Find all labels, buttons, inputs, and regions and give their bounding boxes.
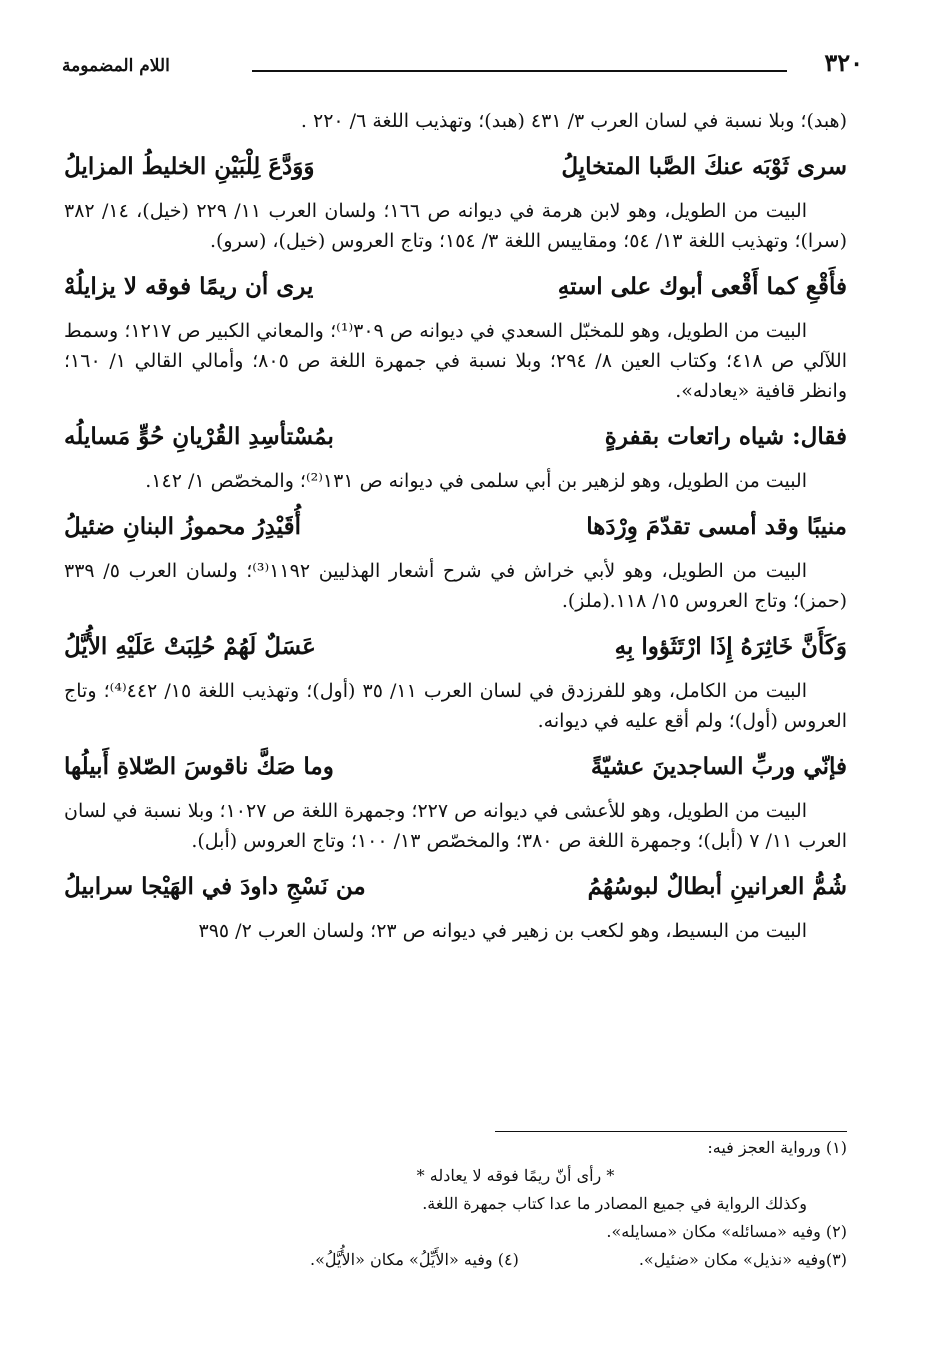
page-number: ٣٢٠ xyxy=(824,48,863,77)
footnote-1-note: وكذلك الرواية في جميع المصادر ما عدا كتاب جمهرة اللغة. xyxy=(422,1194,807,1213)
paragraph: البيت من الطويل، وهو لأبي خراش في شرح أشعار الهذليين ١١٩٢⁽³⁾؛ ولسان العرب ٥/ ٣٣٩ (حمز)؛ وتاج العروس ١٥/ ١١٨.(ملز). xyxy=(64,560,847,612)
footnote-3: (٣)وفيه «نذيل» مكان «ضئيل». xyxy=(638,1250,847,1269)
verse-first-hemistich: فإنّي وربِّ الساجدينَ عشيّةً xyxy=(590,752,847,780)
verse-line xyxy=(64,498,847,554)
verse-line xyxy=(64,738,847,794)
verse-line xyxy=(64,858,847,914)
verse-line xyxy=(64,138,847,194)
paragraph: البيت من البسيط، وهو لكعب بن زهير في ديوانه ص ٢٣؛ ولسان العرب ٢/ ٣٩٥ xyxy=(198,920,807,942)
verse-second-hemistich: من نَسْجِ داودَ في الهَيْجا سرابيلُ xyxy=(64,872,366,900)
paragraph: البيت من الطويل، وهو للمخبّل السعدي في ديوانه ص ٣٠٩⁽¹⁾؛ والمعاني الكبير ص ١٢١٧؛ وسمط اللآلي ص ٤١٨؛ وكتاب العين ٨/ ٢٩٤؛ وبلا نسبة في جمهرة اللغة ص ٨٠٥؛ وأمالي القالي ١/ ١٦٠؛ وانظر قافية «يعادله». xyxy=(64,320,847,402)
verse-line xyxy=(64,258,847,314)
verse-second-hemistich: يرى أن ريمًا فوقه لا يزايلُهْ xyxy=(64,272,314,300)
verse-second-hemistich: وما صَكَّ ناقوسَ الصّلاةِ أَبيلُها xyxy=(64,752,334,780)
footnote-2: (٢) وفيه «مسائله» مكان «مسايله». xyxy=(606,1222,847,1241)
paragraph: البيت من الكامل، وهو للفرزدق في لسان العرب ١١/ ٣٥ (أول)؛ وتهذيب اللغة ١٥/ ٤٤٢⁽⁴⁾؛ وتاج العروس (أول)؛ ولم أقع عليه في ديوانه. xyxy=(64,680,847,732)
verse-first-hemistich: فأَقْعِ كما أَقْعى أبوك على استهِ xyxy=(557,272,847,300)
verse-second-hemistich: أُقَيْدِرُ محموزُ البنانِ ضئيلُ xyxy=(64,512,301,540)
section-title: اللام المضمومة xyxy=(62,56,170,76)
verse-line xyxy=(64,408,847,464)
footnote-4: (٤) وفيه «الأَيِّلُ» مكان «الأُيَّلُ». xyxy=(310,1250,519,1269)
footnotes xyxy=(64,1134,847,1274)
verse-first-hemistich: منيبًا وقد أمسى تقدّمَ وِرْدَها xyxy=(586,512,847,540)
footnote-rule xyxy=(495,1131,847,1132)
footnote-1-verse: * رأى أنّ ريمًا فوقه لا يعادله * xyxy=(416,1166,615,1185)
main-text xyxy=(64,106,847,946)
paragraph: البيت من الطويل، وهو لزهير بن أبي سلمى في ديوانه ص ١٣١⁽²⁾؛ والمخصّص ١/ ١٤٢. xyxy=(145,470,807,492)
header-rule xyxy=(252,70,787,72)
paragraph: البيت من الطويل، وهو للأعشى في ديوانه ص ٢٢٧؛ وجمهرة اللغة ص ١٠٢٧؛ وبلا نسبة في لسان العرب ١١/ ٧ (أبل)؛ وجمهرة اللغة ص ٣٨٠؛ والمخصّص ١٣/ ١٠٠؛ وتاج العروس (أبل). xyxy=(64,800,847,852)
footnote-row xyxy=(64,1246,847,1274)
page-header xyxy=(62,50,863,82)
verse-line xyxy=(64,618,847,674)
paragraph: (هبد)؛ وبلا نسبة في لسان العرب ٣/ ٤٣١ (هبد)؛ وتهذيب اللغة ٦/ ٢٢٠ . xyxy=(300,110,847,132)
verse-first-hemistich: سرى ثَوْبَه عنكَ الصَّبا المتخايِلُ xyxy=(561,152,847,180)
verse-second-hemistich: وَوَدَّعَ لِلْبَيْنِ الخليطُ المزايلُ xyxy=(64,152,315,180)
verse-first-hemistich: فقال: شياه راتعات بقفرةٍ xyxy=(604,422,847,450)
verse-first-hemistich: شُمُّ العرانينِ أبطالٌ لبوسُهُمُ xyxy=(587,872,847,900)
verse-first-hemistich: وَكَأَنَّ خَاثِرَهُ إِذَا ارْتَثَؤوا بِهِ xyxy=(614,632,847,660)
verse-second-hemistich: عَسَلٌ لَهُمْ حُلِبَتْ عَلَيْهِ الأُيَّلُ xyxy=(64,632,316,660)
verse-second-hemistich: بمُسْتأسِدِ القُرْيانِ حُوٍّ مَسايلُه xyxy=(64,422,334,450)
paragraph: البيت من الطويل، وهو لابن هرمة في ديوانه ص ١٦٦؛ ولسان العرب ١١/ ٢٢٩ (خيل)، ١٤/ ٣٨٢ (سرا)؛ وتهذيب اللغة ١٣/ ٥٤؛ ومقاييس اللغة ٣/ ١٥٤؛ وتاج العروس (خيل)، (سرو). xyxy=(64,200,847,252)
footnote-1-intro: (١) ورواية العجز فيه: xyxy=(707,1138,847,1157)
